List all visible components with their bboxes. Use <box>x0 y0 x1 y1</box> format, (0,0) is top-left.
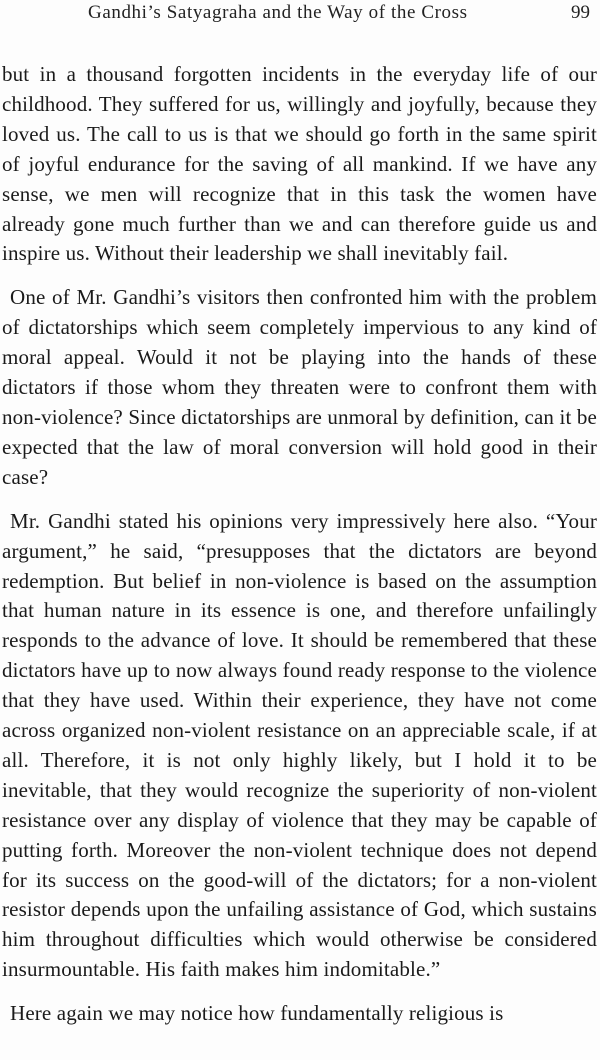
page-number: 99 <box>571 2 590 23</box>
paragraph-visitor-question: One of Mr. Gandhi’s visitors then confronted him with the problem of dictatorships which seem completely impervious to any kind of moral appeal. Would it not be playing into the hands of these dictators if those whom they threaten were to confront them with non-violence? Since dictatorships are unmoral by definition, can it be expected that the law of moral conversion will hold good in their case? <box>2 285 597 489</box>
body-text <box>2 60 597 1029</box>
running-header <box>0 0 600 32</box>
running-title: Gandhi’s Satyagraha and the Way of the Cross <box>88 2 468 23</box>
paragraph-gandhi-response: Mr. Gandhi stated his opinions very impressively here also. “Your argument,” he said, “presupposes that the dictators are beyond redemption. But belief in non-violence is based on the assumption that human nature in its essence is one, and therefore unfailingly responds to the advance of love. It should be remembered that these dictators have up to now always found ready response to the violence that they have used. Within their experience, they have not come across organized non-violent resistance on an appreciable scale, if at all. Therefore, it is not only highly likely, but I hold it to be inevitable, that they would recognize the superiority of non-violent resistance over any display of violence that they may be capable of putting forth. Moreover the non-violent technique does not depend for its success on the good-will of the dictators; for a non-violent resistor depends upon the unfailing assistance of God, which sustains him throughout difficulties which would otherwise be considered insurmountable. His faith makes him indomitable.” <box>2 508 597 982</box>
paragraph-continuation: but in a thousand forgotten incidents in the everyday life of our childhood. They suffered for us, willingly and joyfully, because they loved us. The call to us is that we should go forth in the same spirit of joyful endurance for the saving of all mankind. If we have any sense, we men will recognize that in this task the women have already gone much further than we and can therefore guide us and inspire us. Without their leadership we shall inevitably fail. <box>2 62 597 266</box>
paragraph-religious-note: Here again we may notice how fundamentally religious is <box>10 1001 504 1026</box>
